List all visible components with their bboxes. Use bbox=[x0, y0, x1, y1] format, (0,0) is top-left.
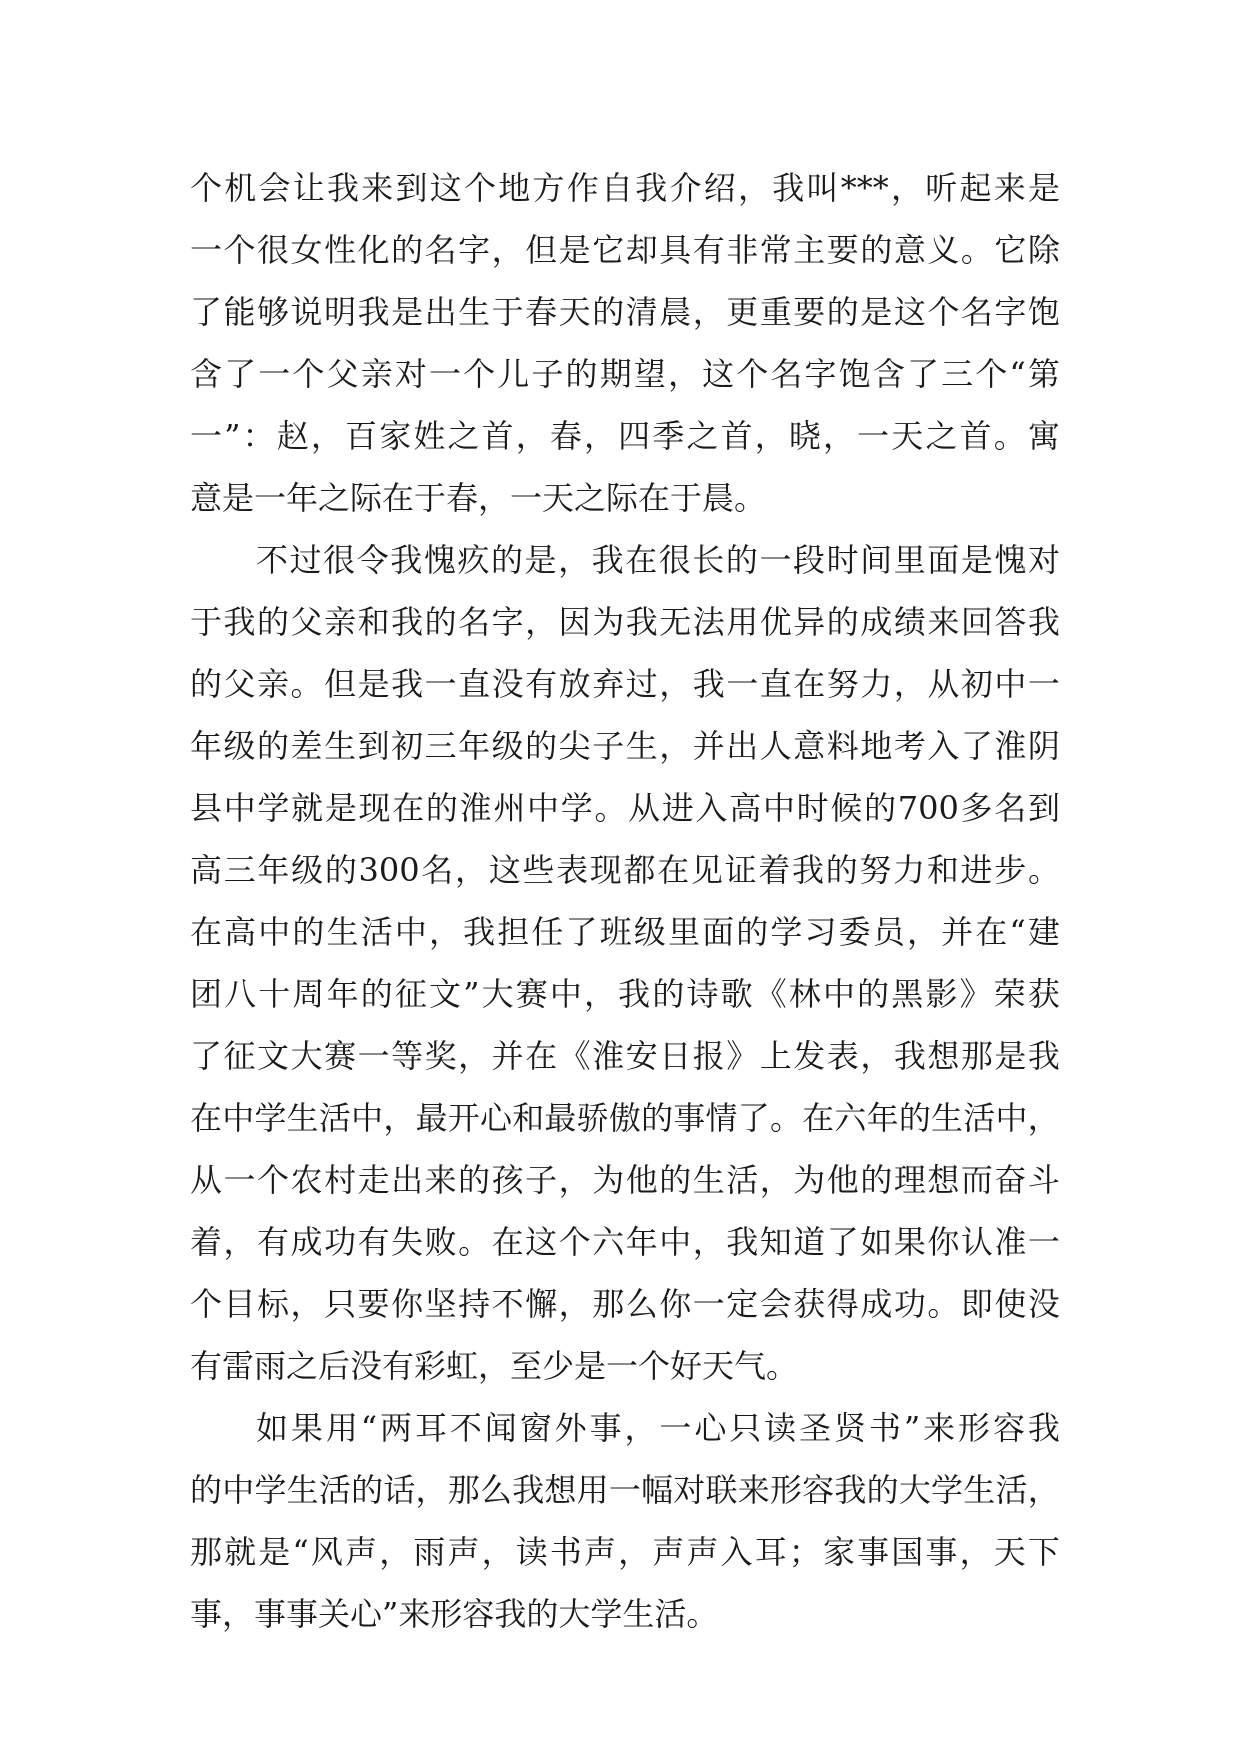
text-line: 有雷雨之后没有彩虹，至少是一个好天气。 bbox=[190, 1347, 799, 1385]
text-line: 了 征 文 大 赛 一 等 奖 ， 并 在 《 淮 安 日 报 》 上 发 表 ， 我 想 那 是 我 bbox=[190, 1037, 1060, 1075]
text-line: 事，事事关心”来形容我的大学生活。 bbox=[190, 1595, 719, 1633]
text-line: 的 父 亲 。 但 是 我 一 直 没 有 放 弃 过 ， 我 一 直 在 努 力 ， 从 初 中 一 bbox=[190, 665, 1060, 703]
text-line: 如 果 用 “ 两 耳 不 闻 窗 外 事 ， 一 心 只 读 圣 贤 书 ” 来 形 容 我 bbox=[256, 1409, 1060, 1447]
text-line: 团 八 十 周 年 的 征 文 ” 大 赛 中 ， 我 的 诗 歌 《 林 中 的 黑 影 》 荣 获 bbox=[190, 975, 1060, 1013]
text-line: 年 级 的 差 生 到 初 三 年 级 的 尖 子 生 ， 并 出 人 意 料 地 考 入 了 淮 阴 bbox=[190, 727, 1060, 765]
text-line: 那 就 是 “ 风 声 ， 雨 声 ， 读 书 声 ， 声 声 入 耳 ； 家 事 国 事 ， 天 下 bbox=[190, 1533, 1060, 1571]
text-line: 高 三 年 级 的 300 名 ， 这 些 表 现 都 在 见 证 着 我 的 努 力 和 进 步 。 bbox=[190, 851, 1060, 889]
text-line: 了 能 够 说 明 我 是 出 生 于 春 天 的 清 晨 ， 更 重 要 的 是 这 个 名 字 饱 bbox=[190, 293, 1060, 331]
text-line: 着 ， 有 成 功 有 失 败 。 在 这 个 六 年 中 ， 我 知 道 了 如 果 你 认 准 一 bbox=[190, 1223, 1060, 1261]
text-line: 的 中 学 生 活 的 话 ， 那 么 我 想 用 一 幅 对 联 来 形 容 我 的 大 学 生 活 ， bbox=[190, 1471, 1060, 1509]
text-line: 在 高 中 的 生 活 中 ， 我 担 任 了 班 级 里 面 的 学 习 委 员 ， 并 在 “ 建 bbox=[190, 913, 1060, 951]
text-line: 个 机 会 让 我 来 到 这 个 地 方 作 自 我 介 绍 ， 我 叫 *** ， 听 起 来 是 bbox=[190, 169, 1060, 207]
text-line: 于 我 的 父 亲 和 我 的 名 字 ， 因 为 我 无 法 用 优 异 的 成 绩 来 回 答 我 bbox=[190, 603, 1060, 641]
text-line: 个 目 标 ， 只 要 你 坚 持 不 懈 ， 那 么 你 一 定 会 获 得 成 功 。 即 使 没 bbox=[190, 1285, 1060, 1323]
text-line: 意是一年之际在于春，一天之际在于晨。 bbox=[190, 479, 767, 517]
text-line: 一 个 很 女 性 化 的 名 字 ， 但 是 它 却 具 有 非 常 主 要 的 意 义 。 它 除 bbox=[190, 231, 1060, 269]
text-line: 从 一 个 农 村 走 出 来 的 孩 子 ， 为 他 的 生 活 ， 为 他 的 理 想 而 奋 斗 bbox=[190, 1161, 1060, 1199]
text-line: 不 过 很 令 我 愧 疚 的 是 ， 我 在 很 长 的 一 段 时 间 里 面 是 愧 对 bbox=[256, 541, 1060, 579]
text-line: 县 中 学 就 是 现 在 的 淮 州 中 学 。 从 进 入 高 中 时 候 的 700 多 名 到 bbox=[190, 789, 1060, 827]
body-text bbox=[190, 157, 1060, 1645]
text-line: 一 ” ： 赵 ， 百 家 姓 之 首 ， 春 ， 四 季 之 首 ， 晓 ， 一 天 之 首 。 寓 bbox=[190, 417, 1060, 455]
text-line: 含 了 一 个 父 亲 对 一 个 儿 子 的 期 望 ， 这 个 名 字 饱 含 了 三 个 “ 第 bbox=[190, 355, 1060, 393]
text-line: 在 中 学 生 活 中 ， 最 开 心 和 最 骄 傲 的 事 情 了 。 在 六 年 的 生 活 中 ， bbox=[190, 1099, 1060, 1137]
